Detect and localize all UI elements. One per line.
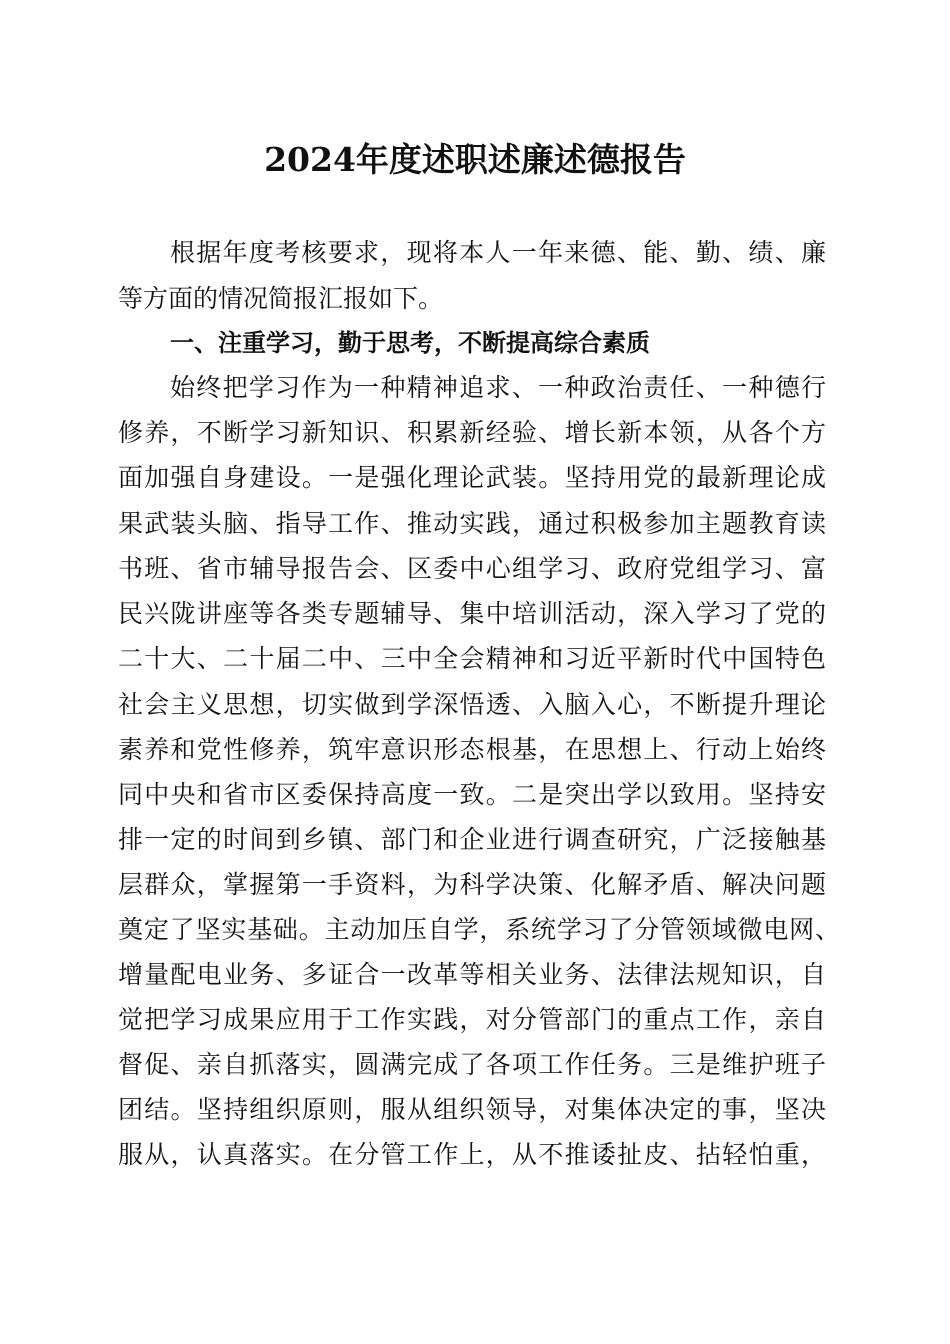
paragraph-line: 奠定了坚实基础。主动加压自学，系统学习了分管领域微电网、 — [118, 915, 840, 944]
paragraph-line: 排一定的时间到乡镇、部门和企业进行调查研究，广泛接触基 — [118, 825, 826, 854]
paragraph-line: 书班、省市辅导报告会、区委中心组学习、政府党组学习、富 — [118, 554, 826, 583]
paragraph-line: 服从，认真落实。在分管工作上，从不推诿扯皮、拈轻怕重， — [118, 1140, 826, 1169]
paragraph-line: 增量配电业务、多证合一改革等相关业务、法律法规知识，自 — [118, 960, 826, 989]
document-title: 2024年度述职述廉述德报告 — [264, 140, 686, 179]
paragraph-line: 面加强自身建设。一是强化理论武装。坚持用党的最新理论成 — [118, 463, 826, 492]
paragraph-line: 民兴陇讲座等各类专题辅导、集中培训活动，深入学习了党的 — [118, 599, 826, 628]
paragraph-line: 果武装头脑、指导工作、推动实践，通过积极参加主题教育读 — [118, 509, 826, 538]
paragraph-line: 修养，不断学习新知识、积累新经验、增长新本领，从各个方 — [118, 418, 826, 447]
paragraph-line: 始终把学习作为一种精神追求、一种政治责任、一种德行 — [170, 373, 826, 402]
paragraph-line: 层群众，掌握第一手资料，为科学决策、化解矛盾、解决问题 — [118, 870, 826, 899]
paragraph-line: 社会主义思想，切实做到学深悟透、入脑入心，不断提升理论 — [118, 690, 826, 719]
paragraph-line: 根据年度考核要求，现将本人一年来德、能、勤、绩、廉 — [170, 238, 826, 267]
paragraph-line: 同中央和省市区委保持高度一致。二是突出学以致用。坚持安 — [118, 780, 826, 809]
paragraph-line: 素养和党性修养，筑牢意识形态根基，在思想上、行动上始终 — [118, 735, 826, 764]
paragraph-line: 督促、亲自抓落实，圆满完成了各项工作任务。三是维护班子 — [118, 1050, 826, 1079]
paragraph-line: 觉把学习成果应用于工作实践，对分管部门的重点工作，亲自 — [118, 1005, 826, 1034]
paragraph-line: 二十大、二十届二中、三中全会精神和习近平新时代中国特色 — [118, 644, 826, 673]
paragraph-line: 等方面的情况简报汇报如下。 — [118, 284, 444, 313]
paragraph-line: 团结。坚持组织原则，服从组织领导，对集体决定的事，坚决 — [118, 1095, 826, 1124]
section-heading: 一、注重学习，勤于思考，不断提高综合素质 — [170, 329, 650, 357]
